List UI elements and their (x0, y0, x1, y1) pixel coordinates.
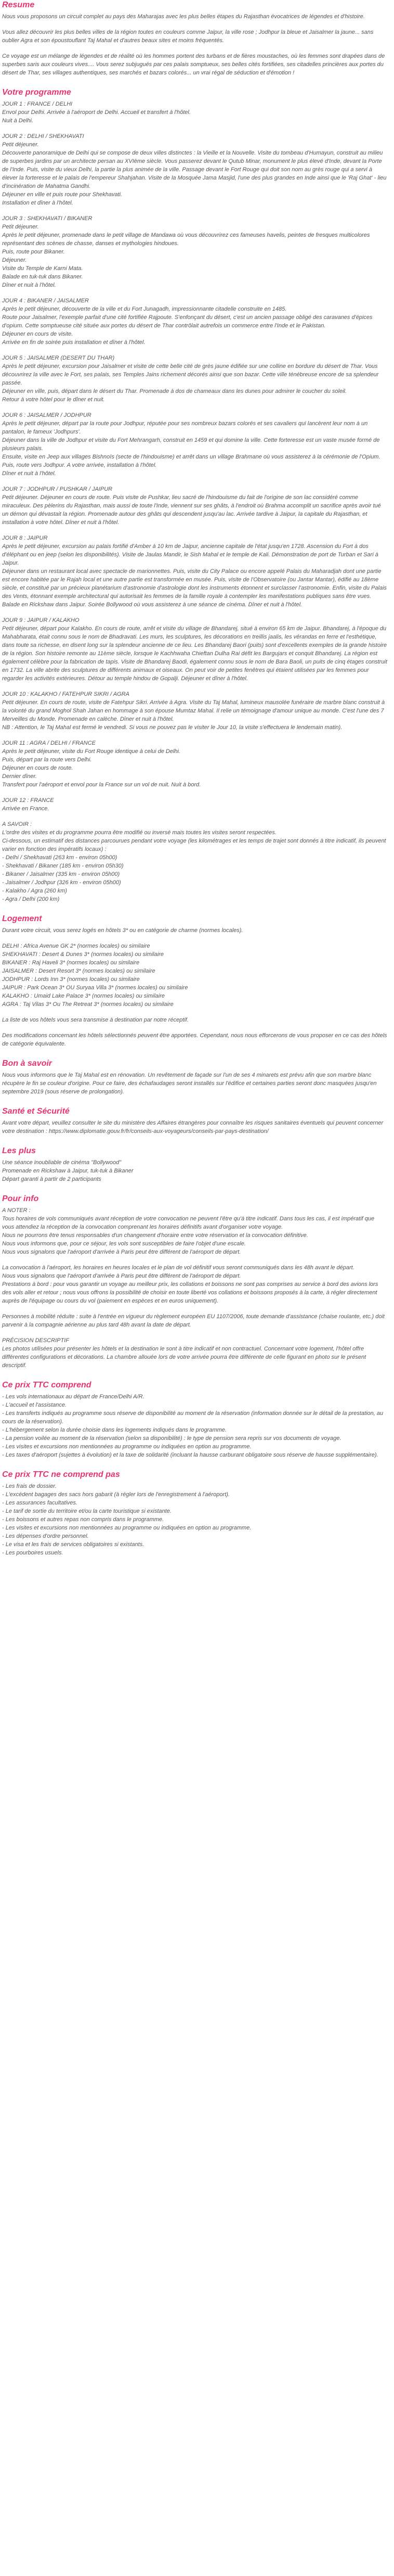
day-title: JOUR 10 : KALAKHO / FATEHPUR SIKRI / AGRA (2, 691, 129, 697)
day-line: Après le petit déjeuner, excursion pour Jaisalmer et visite de cette belle cité de grès jaune édifiée sur une colline en bordure du désert de Thar. Vous découvrirez la ville avec le Fort, ses palais, ses Temples Jains richement décorés ainsi que son bazar. Cette ville ténébreuse encore de sa splendeur passée. (2, 363, 379, 386)
day-line: Petit déjeuner. Déjeuner en cours de route. Puis visite de Pushkar, lieu sacré de l'hindouisme du fait de l'origine de son lac considéré comme miraculeux. Des pèlerins du Rajasthan, mais aussi de toute l'Inde, viennent sur ses ghâts, à l'endroit où Brahma accomplit un sacrifice après avoir tué un démon qui dévastait la région. Promenade autour des ghâts qui descendent jusqu'au lac. Arrivée tardive à Jaipur, la capitale du Rajasthan, et installation à votre hôtel. Dîner et nuit à l'hôtel. (2, 494, 381, 526)
day-line: Déjeuner dans un restaurant local avec spectacle de marionnettes. Puis, visite du City Palace ou encore appelé Palais du Maharadjah dont une partie est encore habitée par le Rajah local et une autre partie est transformée en musée. Puis, visite de l'Observatoire (ou Jantar Mantar), édifié au 18ème siècle, et constitué par un précieux planétarium d'astronomie d'astrologie dont les instruments étonnent et surclasser l'astronomie. Enfin, visite du Palais des Vents, étonnant exemple architectural qui autorisait les femmes de la famille royale à contempler les manifestations publiques sans être vues. (2, 568, 387, 600)
day-line: Puis, route pour Bikaner. (2, 249, 65, 255)
day-title: JOUR 7 : JODHPUR / PUSHKAR / JAIPUR (2, 486, 113, 492)
day-line: Puis, route vers Jodhpur. A votre arrivée, installation à l'hôtel. (2, 462, 157, 468)
plus-heading: Les plus (2, 1146, 36, 1155)
pour-info-paragraph: Personnes à mobilité réduite : suite à l'entrée en vigueur du règlement européen EU 1107/2006, toute demande d'assistance (chaise roulante, etc.) doit parvenir à la compagnie aérienne au plus tard 48h avant la date de départ. (2, 1313, 385, 1328)
day-line: Ensuite, visite en Jeep aux villages Bishnoïs (secte de l'hindouisme) et arrêt dans un village Brahmane où vous assisterez à la cérémonie de l'Opium. (2, 454, 380, 460)
ne-comprend-item: - Le tarif de sortie du territoire et/ou la carte touristique si existante. (2, 1508, 172, 1514)
hotel-item: JODHPUR : Lords Inn 3* (normes locales) ou similaire (2, 976, 140, 983)
distance-item: - Shekhavati / Bikaner (185 km - environ 05h30) (2, 863, 124, 869)
day-line: Route pour Jaisalmer, l'exemple parfait d'une cité fortifiée Rajpoute. S'enfonçant du désert, c'est un ancien passage obligé des caravanes d'épices d'opium. Cette somptueuse cité située aux portes du désert de Thar contrôlait autrefois un commerce entre l'Inde et le Pakistan. (2, 314, 373, 329)
day-line: Après le petit déjeuner, promenade dans le petit village de Mandawa où vous découvrirez ces fameuses havelis, peintes de fresques multicolores représentant des scènes de chasse, danses et mythologies hindoues. (2, 232, 370, 247)
day-line: Déjeuner en ville et puis route pour Shekhavati. (2, 192, 123, 198)
day-block (2, 796, 388, 813)
day-line: Déjeuner en cours de route. (2, 765, 73, 771)
day-line: Dîner et nuit à l'hôtel. (2, 282, 56, 288)
sante-section (2, 1106, 388, 1136)
distance-item: - Agra / Delhi (200 km) (2, 896, 60, 902)
day-block (2, 354, 388, 404)
day-line: Déjeuner dans la ville de Jodhpur et visite du Fort Mehrangarh, construit en 1459 et qui domine la ville. Cette forteresse est un vaste musée formé de plusieurs palais. (2, 437, 380, 452)
day-block (2, 616, 388, 683)
resume-paragraph: Ce voyage est un mélange de légendes et de réalité où les hommes portent des turbans et de fières moustaches, où les femmes sont drapées dans de superbes saris aux couleurs vives.... Vous serez subjugués par ces palais somptueux, ses belles cités fortifiées, ses citadelles princières aux portes du désert de Thar, ses villages authentiques, ses marchés et bazars colorés... un vrai régal de séduction et d'émotion ! (2, 53, 385, 76)
hotel-list (2, 942, 388, 1009)
comprend-item: - L'hébergement selon la durée choisie dans les logements indiqués dans le programme. (2, 1427, 227, 1433)
day-line: Après le petit déjeuner, visite du Fort Rouge identique à celui de Delhi. (2, 748, 181, 755)
programme-heading: Votre programme (2, 88, 71, 97)
day-block (2, 485, 388, 527)
day-line: NB : Attention, le Taj Mahal est fermé le vendredi. Si vous ne pouvez pas le visiter le Jour 10, la visite s'effectuera le lendemain matin). (2, 724, 343, 731)
asavoir-title: A SAVOIR : (2, 821, 32, 827)
day-line: Installation et dîner à l'hôtel. (2, 200, 73, 206)
plus-item: Départ garanti à partir de 2 participants (2, 1176, 101, 1182)
pour-info-paragraph: La convocation à l'aéroport, les horaires en heures locales et le plan de vol définitif vous seront communiqués dans les 48h avant le départ. Nous vous signalons que l'aéroport d'arrivée à Paris peut être différent de l'aéroport de départ. Prestations à bord : pour vous garantir un voyage au meilleur prix, les collations et boissons ne sont pas comprises au service à bord des avions lors des vols aller et retour ; nous vous offrons la possibilité de choisir en toute liberté vos collations et boissons proposés à la carte, à régler directement auprès de l'équipage ou cours du vol (paiement en espèces et en euros uniquement). (2, 1265, 378, 1304)
pour-info-paragraphs (2, 1206, 388, 1370)
day-block (2, 411, 388, 478)
day-line: Après le petit déjeuner, excursion au palais fortifié d'Amber à 10 km de Jaipur, ancienne capitale de l'état jusqu'en 1728. Ascension du Fort à dos d'éléphant ou en jeep (selon les disponibilités). Visite de Jaulas Mandir, le Sish Mahal et le temple de Kali. Démonstration de port de Turban et Sari à Jaipur. (2, 543, 378, 566)
comprend-item: - L'accueil et l'assistance. (2, 1402, 67, 1408)
day-title: JOUR 12 : FRANCE (2, 797, 54, 804)
ne-comprend-item: - L'excédent bagages des sacs hors gabarit (à régler lors de l'enregistrement à l'aéroport). (2, 1491, 230, 1498)
asavoir-line: L'ordre des visites et du programme pourra être modifié ou inversé mais toutes les visites seront respectées. (2, 830, 277, 836)
distance-item: - Kalakho / Agra (260 km) (2, 888, 67, 894)
day-title: JOUR 8 : JAIPUR (2, 535, 48, 541)
logement-note: La liste de vos hôtels vous sera transmise à destination par notre réceptif. (2, 1017, 189, 1023)
day-line: Transfert pour l'aéroport et envol pour la France sur un vol de nuit. Nuit à bord. (2, 782, 201, 788)
day-line: Arrivée en fin de soirée puis installation et dîner à l'hôtel. (2, 339, 146, 346)
day-title: JOUR 1 : FRANCE / DELHI (2, 101, 73, 107)
day-title: JOUR 3 : SHEKHAVATI / BIKANER (2, 215, 93, 222)
logement-note-2: Des modifications concernant les hôtels sélectionnés peuvent être apportées. Cependant, nous nous efforcerons de vous proposer en ce cas des hôtels de catégorie équivalente. (2, 1032, 387, 1047)
resume-paragraph: Nous vous proposons un circuit complet au pays des Maharajas avec les plus belles étapes du Rajasthan évocatrices de légendes et d'histoire. (2, 14, 365, 20)
day-line: Petit déjeuner, départ pour Kalakho. En cours de route, arrêt et visite du village de Bhandarej, situé à environ 65 km de Jaipur. Bhandarej, à l'époque du Mahabharata, était connu sous le nom de Bhadravati. Les murs, les sculptures, les décorations en treillis jaalis, les vérandas en ferre et l'esthétique, dans toute sa richesse, en disent long sur la splendeur ancienne de ce lieu. Les Bhandarej Baori (puits) sont d'excellents exemples de la grande histoire de la région. Son histoire remonte au 11ème siècle, lorsque le Kachhwaha Chieftan Dulha Rai défit les Bargujars et conquit Bhandarej. La région est également célèbre pour la fabrication de tapis. Visite de Bhandarej Baodi, également connu sous le nom de Bara Baoli, un puits de cinq étages construit en 1732. La ville abrite des sculptures de différents animaux et oiseaux. On peut voir de petites fenêtres qui étaient utilisées par les femmes pour regarder les activités extérieures. Détour au temple hindou de Gopalji. Déjeuner et dîner à l'hôtel. (2, 626, 387, 682)
pour-info-heading: Pour info (2, 1194, 39, 1203)
hotel-item: KALAKHO : Umaid Lake Palace 3* (normes locales) ou similaire (2, 993, 165, 999)
pour-info-section (2, 1194, 388, 1370)
day-line: Balade en tuk-tuk dans Bikaner. (2, 274, 83, 280)
day-block (2, 214, 388, 289)
day-block (2, 100, 388, 125)
comprend-item: - Les vols internationaux au départ de France/Delhi A/R. (2, 1394, 145, 1400)
distance-item: - Jaisalmer / Jodhpur (326 km - environ 05h00) (2, 879, 121, 886)
day-line: Petit déjeuner. En cours de route, visite de Fatehpur Sikri. Arrivée à Agra. Visite du Taj Mahal, lumineux mausolée funéraire de marbre blanc construit à la volonté du grand Moghol Shah Jahan en hommage à son épouse Mumtaz Mahal. Il relie un témoignage d'amour unique au monde. C'est l'une des 7 Merveilles du Monde. Promenade en calèche. Dîner et nuit à l'hôtel. (2, 699, 385, 722)
day-line: Après le petit déjeuner, découverte de la ville et du Fort Junagadh, impressionnante citadelle construite en 1485. (2, 306, 287, 312)
day-line: Visite du Temple de Karni Mata. (2, 265, 83, 272)
bon-savoir-text: Nous vous informons que le Taj Mahal est en rénovation. Un revêtement de façade sur l'un de ses 4 minarets est prévu afin que son marbre blanc récupère le fin se couleur d'origine. Pour ce faire, des échafaudages seront installés sur l'édifice et certaines parties seront donc masquées jusqu'en septembre 2019 (sous réserve de prolongation). (2, 1072, 377, 1095)
ne-comprend-item: - Les assurances facultatives. (2, 1500, 77, 1506)
day-line: Dernier dîner. (2, 773, 37, 780)
day-line: Balade en Rickshaw dans Jaipur. Soirée Bollywood où vous assisterez à une séance de cinéma. Dîner et nuit à l'hôtel. (2, 602, 303, 608)
plus-section (2, 1146, 388, 1183)
day-line: Puis, départ par la route vers Delhi. (2, 757, 92, 763)
day-line: Petit déjeuner. (2, 142, 39, 148)
day-line: Nuit à Delhi. (2, 118, 33, 124)
ne-comprend-item: - Les boissons et autres repas non compris dans le programme. (2, 1516, 164, 1523)
comprend-section (2, 1380, 388, 1459)
day-block (2, 739, 388, 789)
plus-item: Une séance inoubliable de cinéma "Bollywood" (2, 1159, 122, 1166)
distance-item: - Bikaner / Jaisalmer (335 km - environ 05h00) (2, 871, 120, 877)
comprend-item: - Les taxes d'aéroport (sujettes à évolution) et la taxe de solidarité (incluant la hausse carburant obligatoire sous réserve de hausse supplémentaire). (2, 1452, 378, 1458)
hotel-item: SHEKHAVATI : Desert & Dunes 3* (normes locales) ou similaire (2, 951, 164, 958)
distance-item: - Delhi / Shekhavati (263 km - environ 05h00) (2, 855, 117, 861)
bon-savoir-heading: Bon à savoir (2, 1059, 52, 1068)
ne-comprend-item: - Les dépenses d'ordre personnel. (2, 1533, 89, 1539)
logement-intro: Durant votre circuit, vous serez logés en hôtels 3* ou en catégorie de charme (normes locales). (2, 927, 243, 934)
pour-info-paragraph: A NOTER : Tous horaires de vols communiqués avant réception de votre convocation ne peuvent l'être qu'à titre indicatif. Dans tous les cas, il est impératif que vous attendiez la réception de la convocation comprenant les horaires définitifs avant d'organiser votre voyage. Nous ne pourrons être tenus responsables d'un changement d'horaire entre votre réservation et la convocation définitive. Nous vous informons que, pour ce séjour, les vols sont susceptibles de faire l'objet d'une escale. Nous vous signalons que l'aéroport d'arrivée à Paris peut être différent de l'aéroport de départ. (2, 1207, 375, 1255)
day-title: JOUR 9 : JAIPUR / KALAKHO (2, 617, 80, 623)
ne-comprend-list (2, 1482, 388, 1557)
sante-text: Avant votre départ, veuillez consulter le site du ministère des Affaires étrangères pour connaître les risques sanitaires éventuels qui peuvent concerner votre destination : https://www.diplomatie.gouv.fr/fr/conseils-aux-voyageurs/conseils-par-pays-destination/ (2, 1120, 384, 1134)
comprend-heading: Ce prix TTC comprend (2, 1381, 91, 1389)
ne-comprend-heading: Ce prix TTC ne comprend pas (2, 1470, 120, 1479)
day-line: Déjeuner en ville, puis, départ dans le désert du Thar. Promenade à dos de chameaux dans les dunes pour admirer le coucher du soleil. (2, 388, 347, 394)
logement-section (2, 914, 388, 1048)
day-block (2, 297, 388, 347)
day-title: JOUR 6 : JAISALMER / JODHPUR (2, 412, 91, 418)
plus-list (2, 1158, 388, 1183)
pour-info-paragraph: PRÉCISION DESCRIPTIF Les photos utilisées pour présenter les hôtels et la destination le sont à titre indicatif et non contractuel. Concernant votre logement, l'hôtel offre différentes configurations et décorations. La chambre allouée lors de votre arrivée pourra être différente de celle figurant en photo sur le présent descriptif. (2, 1337, 366, 1369)
ne-comprend-item: - Les frais de dossier. (2, 1483, 57, 1489)
resume-heading: Resume (2, 1, 35, 9)
day-line: Petit déjeuner. (2, 224, 39, 230)
hotel-item: BIKANER : Raj Haveli 3* (normes locales) ou similaire (2, 960, 140, 966)
day-line: Retour à votre hôtel pour le dîner et nuit. (2, 397, 105, 403)
day-line: Découverte panoramique de Delhi qui se compose de deux villes distinctes : la Vieille et la Nouvelle. Visite du tombeau d'Humayun, construit au milieu de superbes jardins par un architecte persan au XVIème siècle. Vous passerez devant le Qutub Minar, monument le plus élevé d'Inde, devant la Porte de l'Inde. Puis, visite du vieux Delhi, la partie la plus animée de la ville. Passage devant le Fort Rouge qui doit son nom au grès rouge qui a servi à élever la forteresse et le palais de l'empereur Shahjahan. Visite de la Mosquée Jama Masjid, l'une des plus grandes en Inde ainsi que le 'Raj Ghat' - lieu d'incinération de Mahatma Gandhi. (2, 150, 387, 189)
comprend-list (2, 1393, 388, 1459)
comprend-item: - Les visites et excursions non mentionnées au programme ou indiquées en option au programme. (2, 1444, 252, 1450)
logement-heading: Logement (2, 914, 42, 923)
day-line: Déjeuner. (2, 257, 27, 263)
day-block (2, 690, 388, 732)
day-title: JOUR 5 : JAISALMER (DESERT DU THAR) (2, 355, 115, 361)
day-line: Arrivée en France. (2, 806, 49, 812)
day-block (2, 534, 388, 609)
day-title: JOUR 11 : AGRA / DELHI / FRANCE (2, 740, 96, 746)
resume-section (2, 0, 388, 77)
day-line: Dîner et nuit à l'hôtel. (2, 470, 56, 477)
asavoir-line: Ci-dessous, un estimatif des distances parcourues pendant votre voyage (les kilométrages et les temps de trajet sont donnés à titre indicatif, ils peuvent varier en fonction des impératifs locaux) : (2, 838, 386, 852)
day-title: JOUR 2 : DELHI / SHEKHAVATI (2, 133, 84, 139)
programme-days (2, 100, 388, 813)
ne-comprend-item: - Les pourboires usuels. (2, 1550, 63, 1556)
ne-comprend-item: - Le visa et les frais de services obligatoires si existants. (2, 1541, 145, 1548)
programme-section (2, 87, 388, 903)
day-line: Déjeuner en cours de visite. (2, 331, 73, 337)
resume-paragraph: Vous allez découvrir les plus belles villes de la région toutes en couleurs comme Jaipur, la ville rose ; Jodhpur la bleue et Jaisalmer la jaune... sans oublier Agra et son époustouflant Taj Mahal et d'autres beaux sites et moins fréquentés. (2, 29, 374, 44)
hotel-item: AGRA : Taj Vilas 3* Ou The Retreat 3* (normes locales) ou similaire (2, 1001, 174, 1008)
comprend-item: - La pension voilée au moment de la réservation (selon sa disponibilité) : le type de pension sera repris sur vos documents de voyage. (2, 1435, 342, 1442)
sante-heading: Santé et Sécurité (2, 1107, 70, 1116)
ne-comprend-item: - Les visites et excursions non mentionnées au programme ou indiquées en option au programme. (2, 1525, 252, 1531)
day-line: Après le petit déjeuner, départ par la route pour Jodhpur, réputée pour ses nombreux bazars colorés et ses cavaliers qui lancèrent leur nom à un pantalon, le fameux 'Jodhpurs'. (2, 420, 368, 435)
plus-item: Promenade en Rickshaw à Jaipur, tuk-tuk à Bikaner (2, 1168, 134, 1174)
hotel-item: DELHI : Africa Avenue GK 2* (normes locales) ou similaire (2, 943, 150, 949)
hotel-item: JAISALMER : Desert Resort 3* (normes locales) ou similaire (2, 968, 155, 974)
distance-list (2, 853, 388, 903)
comprend-item: - Les transferts indiqués au programme sous réserve de disponibilité au moment de la réservation (information donnée sur le détail de la prestation, au cours de la réservation). (2, 1410, 384, 1425)
day-line: Envol pour Delhi. Arrivée à l'aéroport de Delhi. Accueil et transfert à l'hôtel. (2, 109, 191, 116)
ne-comprend-section (2, 1470, 388, 1557)
day-title: JOUR 4 : BIKANER / JAISALMER (2, 298, 89, 304)
hotel-item: JAIPUR : Park Ocean 3* OU Suryaa Villa 3* (normes locales) ou similaire (2, 985, 188, 991)
day-block (2, 132, 388, 207)
bon-savoir-section (2, 1059, 388, 1096)
